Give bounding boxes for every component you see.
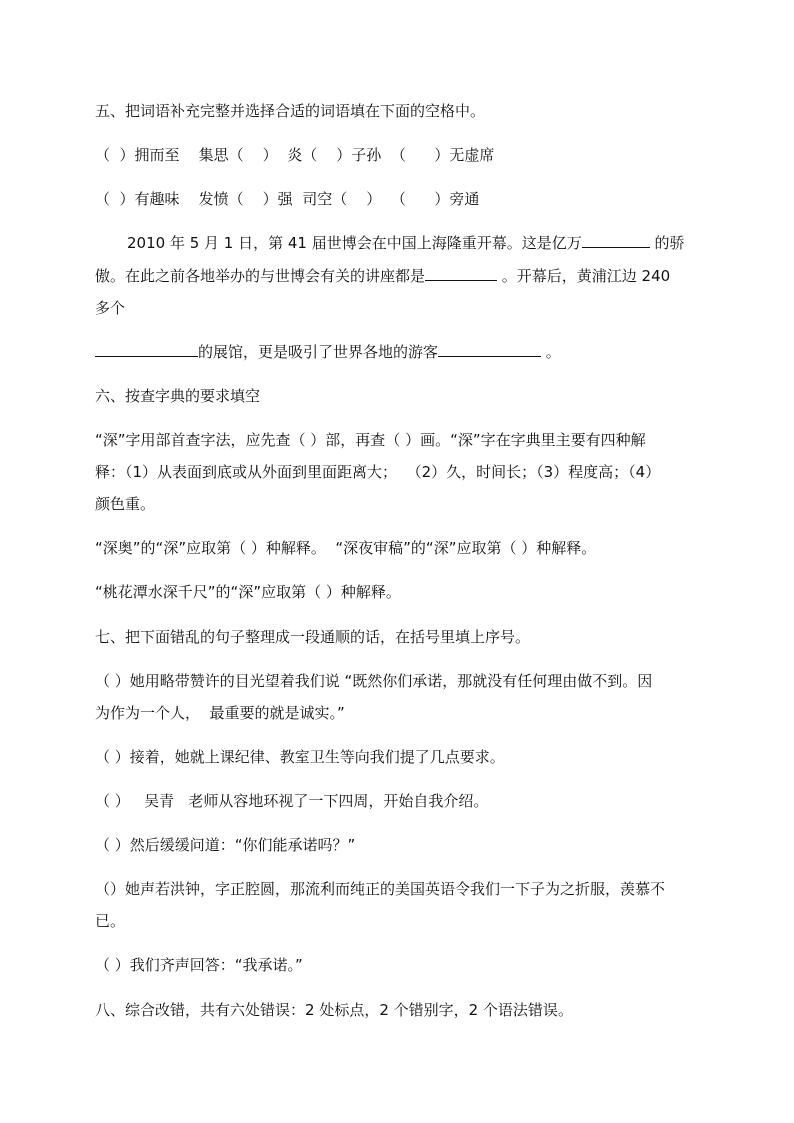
sec7-sentence-1a: （ ）她用略带赞许的目光望着我们说 “既然你们承诺，那就没有任何理由做不到。因 (95, 672, 653, 690)
sec5-para-d2: 。 (541, 343, 561, 361)
sec5-word-row-2: （ ）有趣味 发愤（ ）强 司空（ ） （ ）旁通 (95, 190, 480, 208)
fill-blank (438, 342, 541, 357)
sec5-paragraph-line-c: 多个 (95, 299, 126, 317)
section-6-heading: 六、按查字典的要求填空 (95, 387, 261, 405)
sec6-question-2: “桃花潭水深千尺”的“深”应取第（ ）种解释。 (95, 583, 401, 601)
sec5-para-d1: 的展馆，更是吸引了世界各地的游客 (198, 343, 439, 361)
sec6-question-1: “深奥”的“深”应取第（ ）种解释。 “深夜审稿”的“深”应取第（ ）种解释。 (95, 539, 597, 557)
sec7-sentence-3: （ ） 吴青 老师从容地环视了一下四周，开始自我介绍。 (95, 792, 489, 810)
sec5-paragraph-line-b (95, 266, 715, 286)
sec5-paragraph-line-d (95, 342, 715, 362)
sec6-dictionary-line-2: 释：（1）从表面到底或从外面到里面距离大； （2）久，时间长；（3）程度高；（4） (95, 463, 661, 481)
sec5-word-row-1: （ ）拥而至 集思（ ） 炎（ ）子孙 （ ）无虚席 (95, 146, 495, 164)
fill-blank (582, 233, 650, 248)
sec7-sentence-2: （ ）接着，她就上课纪律、教室卫生等向我们提了几点要求。 (95, 748, 505, 766)
sec7-sentence-5b: 已。 (95, 912, 126, 930)
sec6-dictionary-line-3: 颜色重。 (95, 495, 156, 513)
section-5-heading: 五、把词语补充完整并选择合适的词语填在下面的空格中。 (95, 102, 486, 120)
sec5-para-b-text: 傲。在此之前各地举办的与世博会有关的讲座都是 (95, 267, 426, 285)
sec7-sentence-4: （ ）然后缓缓问道：“你们能承诺吗？” (95, 836, 356, 854)
sec5-para-b-end: 。开幕后，黄浦江边 240 (497, 267, 671, 285)
sec6-dictionary-line-1: “深”字用部首查字法，应先查（ ）部，再查（ ）画。“深”字在字典里主要有四种解 (95, 431, 646, 449)
section-8-heading: 八、综合改错，共有六处错误：2 处标点，2 个错别字，2 个语法错误。 (95, 1001, 573, 1019)
fill-blank (95, 342, 198, 357)
sec5-paragraph-line-a (127, 233, 747, 253)
sec7-sentence-6: （ ）我们齐声回答：“我承诺。” (95, 956, 303, 974)
sec7-sentence-1b: 为作为一个人， 最重要的就是诚实。” (95, 704, 345, 722)
fill-blank (425, 266, 497, 281)
sec5-para-a-text: 2010 年 5 月 1 日，第 41 届世博会在中国上海隆重开幕。这是亿万 (127, 234, 582, 252)
section-7-heading: 七、把下面错乱的句子整理成一段通顺的话，在括号里填上序号。 (95, 628, 531, 646)
sec7-sentence-5a: （）她声若洪钟，字正腔圆，那流利而纯正的美国英语令我们一下子为之折服，羡慕不 (95, 880, 666, 898)
sec5-para-a-end: 的骄 (649, 234, 685, 252)
